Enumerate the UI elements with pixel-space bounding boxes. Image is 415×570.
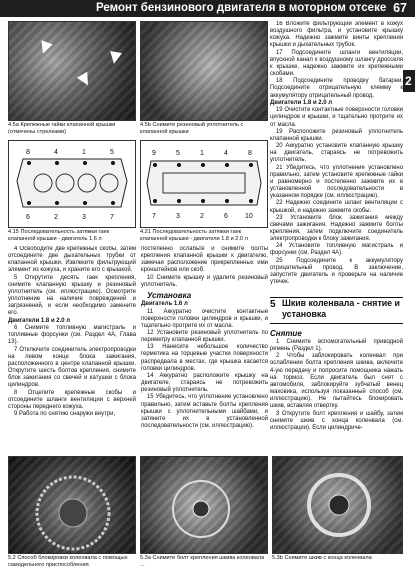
bolt-label: 2 [200,213,204,220]
text-column-right [270,21,403,295]
bolt-label: 3 [176,213,180,220]
bolt-label: 7 [110,214,114,221]
bolt-label: 6 [26,214,30,221]
paragraph: 20 Аккуратно установите клапанную крышку на двигатель, стараясь не потревожить уплотнитель. [270,143,403,164]
bolt-label: 6 [224,213,228,220]
caption-4-5b: 4.5b Снимите резиновый уплотнитель с клапанной крышки [140,122,244,135]
photo-valve-cover-nuts [8,21,136,121]
paragraph: 5 Открутите десять гаек крепления, снимите клапанную крышку и резиновый уплотнитель (см. иллюстрацию). Осмотрите уплотнение на наличие повреждений и загрязнений, и если необходимо замените его. [8,274,136,317]
paragraph: 3 Открутите болт крепления и шайбу, затем снимите шкив с конца коленвала (см. иллюстрации). Если цилиндриче- [270,410,403,431]
section-title: Шкив коленвала - снятие и установка [282,298,400,319]
caption-5-3a: 5.3a Снимите болт крепления шкива коленвала ... [140,555,265,568]
bolt-label: 5 [110,149,114,156]
paragraph: 12 Установите резиновый уплотнитель по периметру клапанной крышки. [141,330,268,344]
bolt-label: 2 [54,214,58,221]
text-column-middle [141,246,268,452]
paragraph: 14 Аккуратно расположите крышку на двигателе, стараясь не потревожить резиновый уплотнитель. [141,372,268,394]
divider [270,323,403,324]
paragraph: 11 Аккуратно очистите контактные поверхности головки цилиндров и крышки, и тщательно протрите их от масла. [141,308,268,329]
paragraph: постепенно ослабьте и снимите болты крепления клапанной крышки к двигателю, замечая расположение прикрепленных ими кронштейнов или скоб. [141,246,268,274]
pulley-removal-drawing [273,457,403,554]
bolt-label: 3 [82,214,86,221]
section-number: 5 [270,299,276,310]
flywheel-drawing [9,457,136,554]
page-title: Ремонт бензинового двигателя в моторном отсеке [96,2,387,14]
paragraph: 23 Установите блок зажигания между свечами зажигания. Надежно зажмите болты крепления, затем подключите соединитель электропроводки к блоку зажигания. [270,214,403,243]
diagram-tightening-1-8-2-0 [140,140,268,228]
page-number: 67 [393,1,407,15]
photo-crankshaft-lock-tool [8,456,136,554]
subheading: Двигатели 1.8 и 2.0 л [270,99,333,106]
section-heading-removal: Снятие [270,329,302,338]
subheading: Двигатели 1.8 и 2.0 л [8,317,71,324]
photo-pulley-removal [272,456,403,554]
bolt-label: 10 [245,213,253,220]
chapter-tab-label: 2 [405,74,412,88]
paragraph: 17 Подсоедините шланги вентиляции, впускной канал к воздушному шлангу дросселя к крышке, надежно зажмите их крепежными скобами. [270,49,403,78]
bolt-label: 4 [54,149,58,156]
bolt-label: 8 [248,150,252,157]
paragraph: 6 Снимите топливную магистраль и топливные форсунки (см. Раздел 4А, Глава 13). [8,325,136,346]
paragraph: 22 Надежно соедините шланг вентиляции с крышкой, и надежно зажмите скобы. [270,200,403,214]
paragraph: 4 Освободите две крепежных скобы, затем отсоедините две дыхательных трубки от клапанной крышки. Извлеките фильтрующий элемент из кожуха, и храните его с крышкой. [8,246,136,274]
diagram-tightening-1-8-drawing [141,141,267,227]
diagram-tightening-1-6 [8,140,136,228]
paragraph: 13 Нанесите небольшое количество герметика на торцевые участки поверхности распредвала в местах, где крышка касается головки цилиндров. [141,344,268,372]
paragraph: 21 Убедитесь, что уплотнение установлено правильно, затем установите крепежные гайки и равномерно и постепенно зажмите их в установленной последовательности в указанном порядке (см. иллюстрацию). [270,164,403,200]
section-5-heading [270,297,403,325]
caption-5-2: 5.2 Способ блокировки коленвала с помощью самодельного приспособления [8,555,128,568]
pulley-drawing [141,457,268,554]
paragraph: 10 Снимите крышку и удалите резиновый уплотнитель. [141,274,268,288]
bolt-label: 8 [26,149,30,156]
page-header [0,0,415,17]
text-column-left [8,246,136,452]
caption-4-15: 4.15 Последовательность затяжки гаек клапанной крышки - двигатель 1.6 л [8,229,110,242]
bolt-label: 7 [152,213,156,220]
diagram-tightening-1-6-drawing [9,141,135,227]
bolt-label: 1 [82,149,86,156]
caption-5-3b: 5.3b Снимите шкив с конца коленвала [272,555,372,561]
bolt-label: 5 [176,150,180,157]
paragraph: 8 Отцепите крепежные скобы и отсоедините шланги вентиляции с верхней стороны переднего кожуха. [8,389,136,410]
paragraph: 7 Отключите соединитель электропроводки на левом конце блока зажигания, расположенного в центре клапанной крышки. Открутите шесть болтов крепления, снимите блок зажигания со свечей и катушки с блока цилиндров. [8,346,136,389]
photo-pulley-bolt [140,456,268,554]
chapter-tab [403,70,415,92]
paragraph: 9 Работа по снятию снаружи внутри, [14,411,116,418]
paragraph: 15 Убедитесь, что уплотнение установлено правильно, затем вставьте болты крепления крышки с уплотнительными шайбами, и затяните их в установленной последовательности (см. иллюстрацию). [141,394,268,430]
section-heading-installation: Установка [147,290,192,300]
caption-4-21: 4.21 Последовательность затяжки гаек клапанной крышки - двигатели 1.8 и 2.0 л [140,229,248,242]
paragraph: 18 Подсоедините проводку батареи. Подсоедините отрицательную клемму к аккумулятору отрицательный провод. [270,78,403,99]
paragraph: 16 Вложите фильтрующий элемент в кожух воздушного фильтра, и установите крышку кожуха. Надежно зажмите винты крепления крышки и дыхательных трубок. [270,21,403,49]
bolt-label: 9 [152,150,156,157]
text-column-right-bottom [270,327,403,452]
paragraph: 24 Установите топливную магистраль и форсунки (см. Раздел 4А). [270,243,403,257]
bolt-label: 4 [224,150,228,157]
paragraph: 1 Снимите вспомогательный приводной ремень (Раздел 1). [270,339,403,353]
paragraph: 19 Очистите контактные поверхности головки цилиндров и крышки, и тщательно протрите их от масла. [270,107,403,128]
caption-4-5a: 4.5a Крепежные гайки клапанной крышки (отмечены стрелками) [8,122,116,135]
paragraph: 25 Подсоедините к аккумулятору отрицательный провод. В заключение, запустите двигатель и проверьте на наличие утечек. [270,257,403,286]
paragraph: 19 Расположите резиновый уплотнитель клапанной крышки. [270,128,403,142]
bolt-label: 1 [200,150,204,157]
paragraph: 2 Чтобы заблокировать коленвал при ослаблении болта крепления шкива, включите 4-ую передачу и попросите помощника нажать на тормоз. Если двигатель был снят с автомобиля, заблокируйте зубчатый венец маховика, используя показанный способ (см. иллюстрацию). Не пытайтесь блокировать шкив, вставляя отвертку. [270,353,403,410]
photo-rubber-seal [140,21,268,121]
subheading: Двигатель 1.6 л [141,300,188,307]
